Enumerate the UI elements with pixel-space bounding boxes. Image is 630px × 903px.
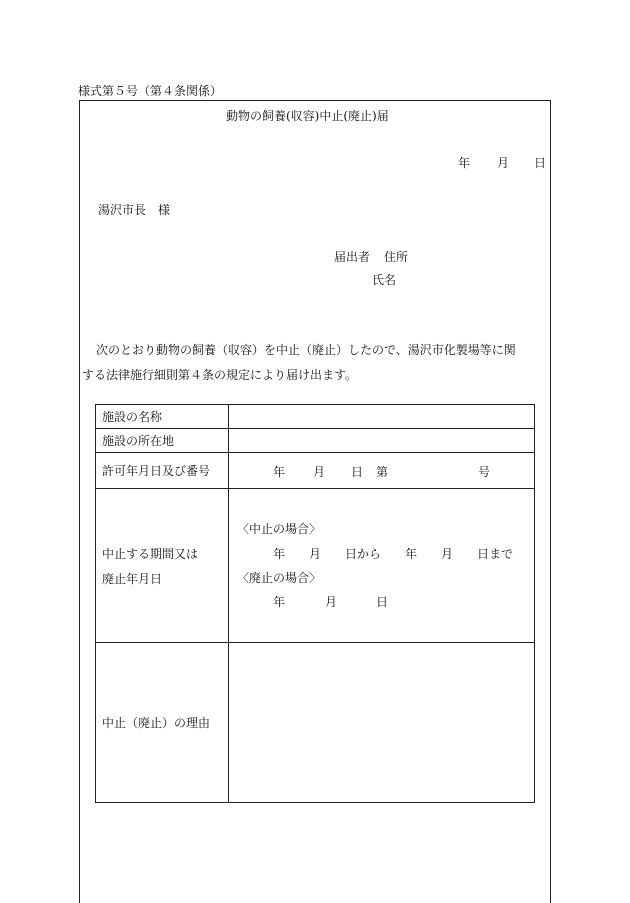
- permit-label: 許可年月日及び番号: [96, 453, 229, 489]
- form-number: 様式第５号（第４条関係）: [78, 84, 223, 98]
- table-row: [96, 453, 535, 489]
- date-month: 月: [497, 156, 510, 170]
- permit-dai: 第: [376, 465, 389, 479]
- addressee: 湯沢市長 様: [98, 203, 171, 217]
- form-title: 動物の飼養(収容)中止(廃止)届: [226, 109, 389, 123]
- period-label-line1: 中止する期間又は: [102, 546, 199, 561]
- body-line-2: する法律施行細則第４条の規定により届け出ます。: [82, 368, 358, 382]
- table-row: [96, 489, 535, 643]
- permit-value: [229, 453, 535, 489]
- abolish-month: 月: [325, 595, 338, 609]
- permit-month: 月: [313, 465, 326, 479]
- facility-address-value: [229, 429, 535, 453]
- table-row: [96, 405, 535, 429]
- date-year: 年: [458, 156, 471, 170]
- abolish-heading: 〈廃止の場合〉: [237, 571, 322, 585]
- permit-year: 年: [273, 465, 286, 479]
- stop-heading: 〈中止の場合〉: [237, 522, 322, 536]
- facility-name-label: 施設の名称: [96, 405, 229, 429]
- period-value: [229, 489, 535, 643]
- address-label: 住所: [384, 250, 409, 264]
- facility-address-label: 施設の所在地: [96, 429, 229, 453]
- abolish-day: 日: [376, 595, 389, 609]
- table-row: [96, 429, 535, 453]
- period-label-line2: 廃止年月日: [102, 571, 163, 586]
- period-label: [96, 489, 229, 643]
- table-row: [96, 643, 535, 803]
- name-label: 氏名: [372, 273, 397, 287]
- permit-go: 号: [478, 465, 491, 479]
- abolish-year: 年: [273, 595, 286, 609]
- applicant-label: 届出者: [334, 250, 371, 264]
- facility-table: [95, 404, 535, 803]
- stop-range: 年 月 日から 年 月 日まで: [273, 547, 514, 561]
- body-line-1: 次のとおり動物の飼養（収容）を中止（廃止）したので、湯沢市化製場等に関: [96, 343, 516, 357]
- date-day: 日: [534, 156, 547, 170]
- reason-value: [229, 643, 535, 803]
- permit-day: 日: [351, 465, 364, 479]
- facility-name-value: [229, 405, 535, 429]
- reason-label: 中止（廃止）の理由: [96, 643, 229, 803]
